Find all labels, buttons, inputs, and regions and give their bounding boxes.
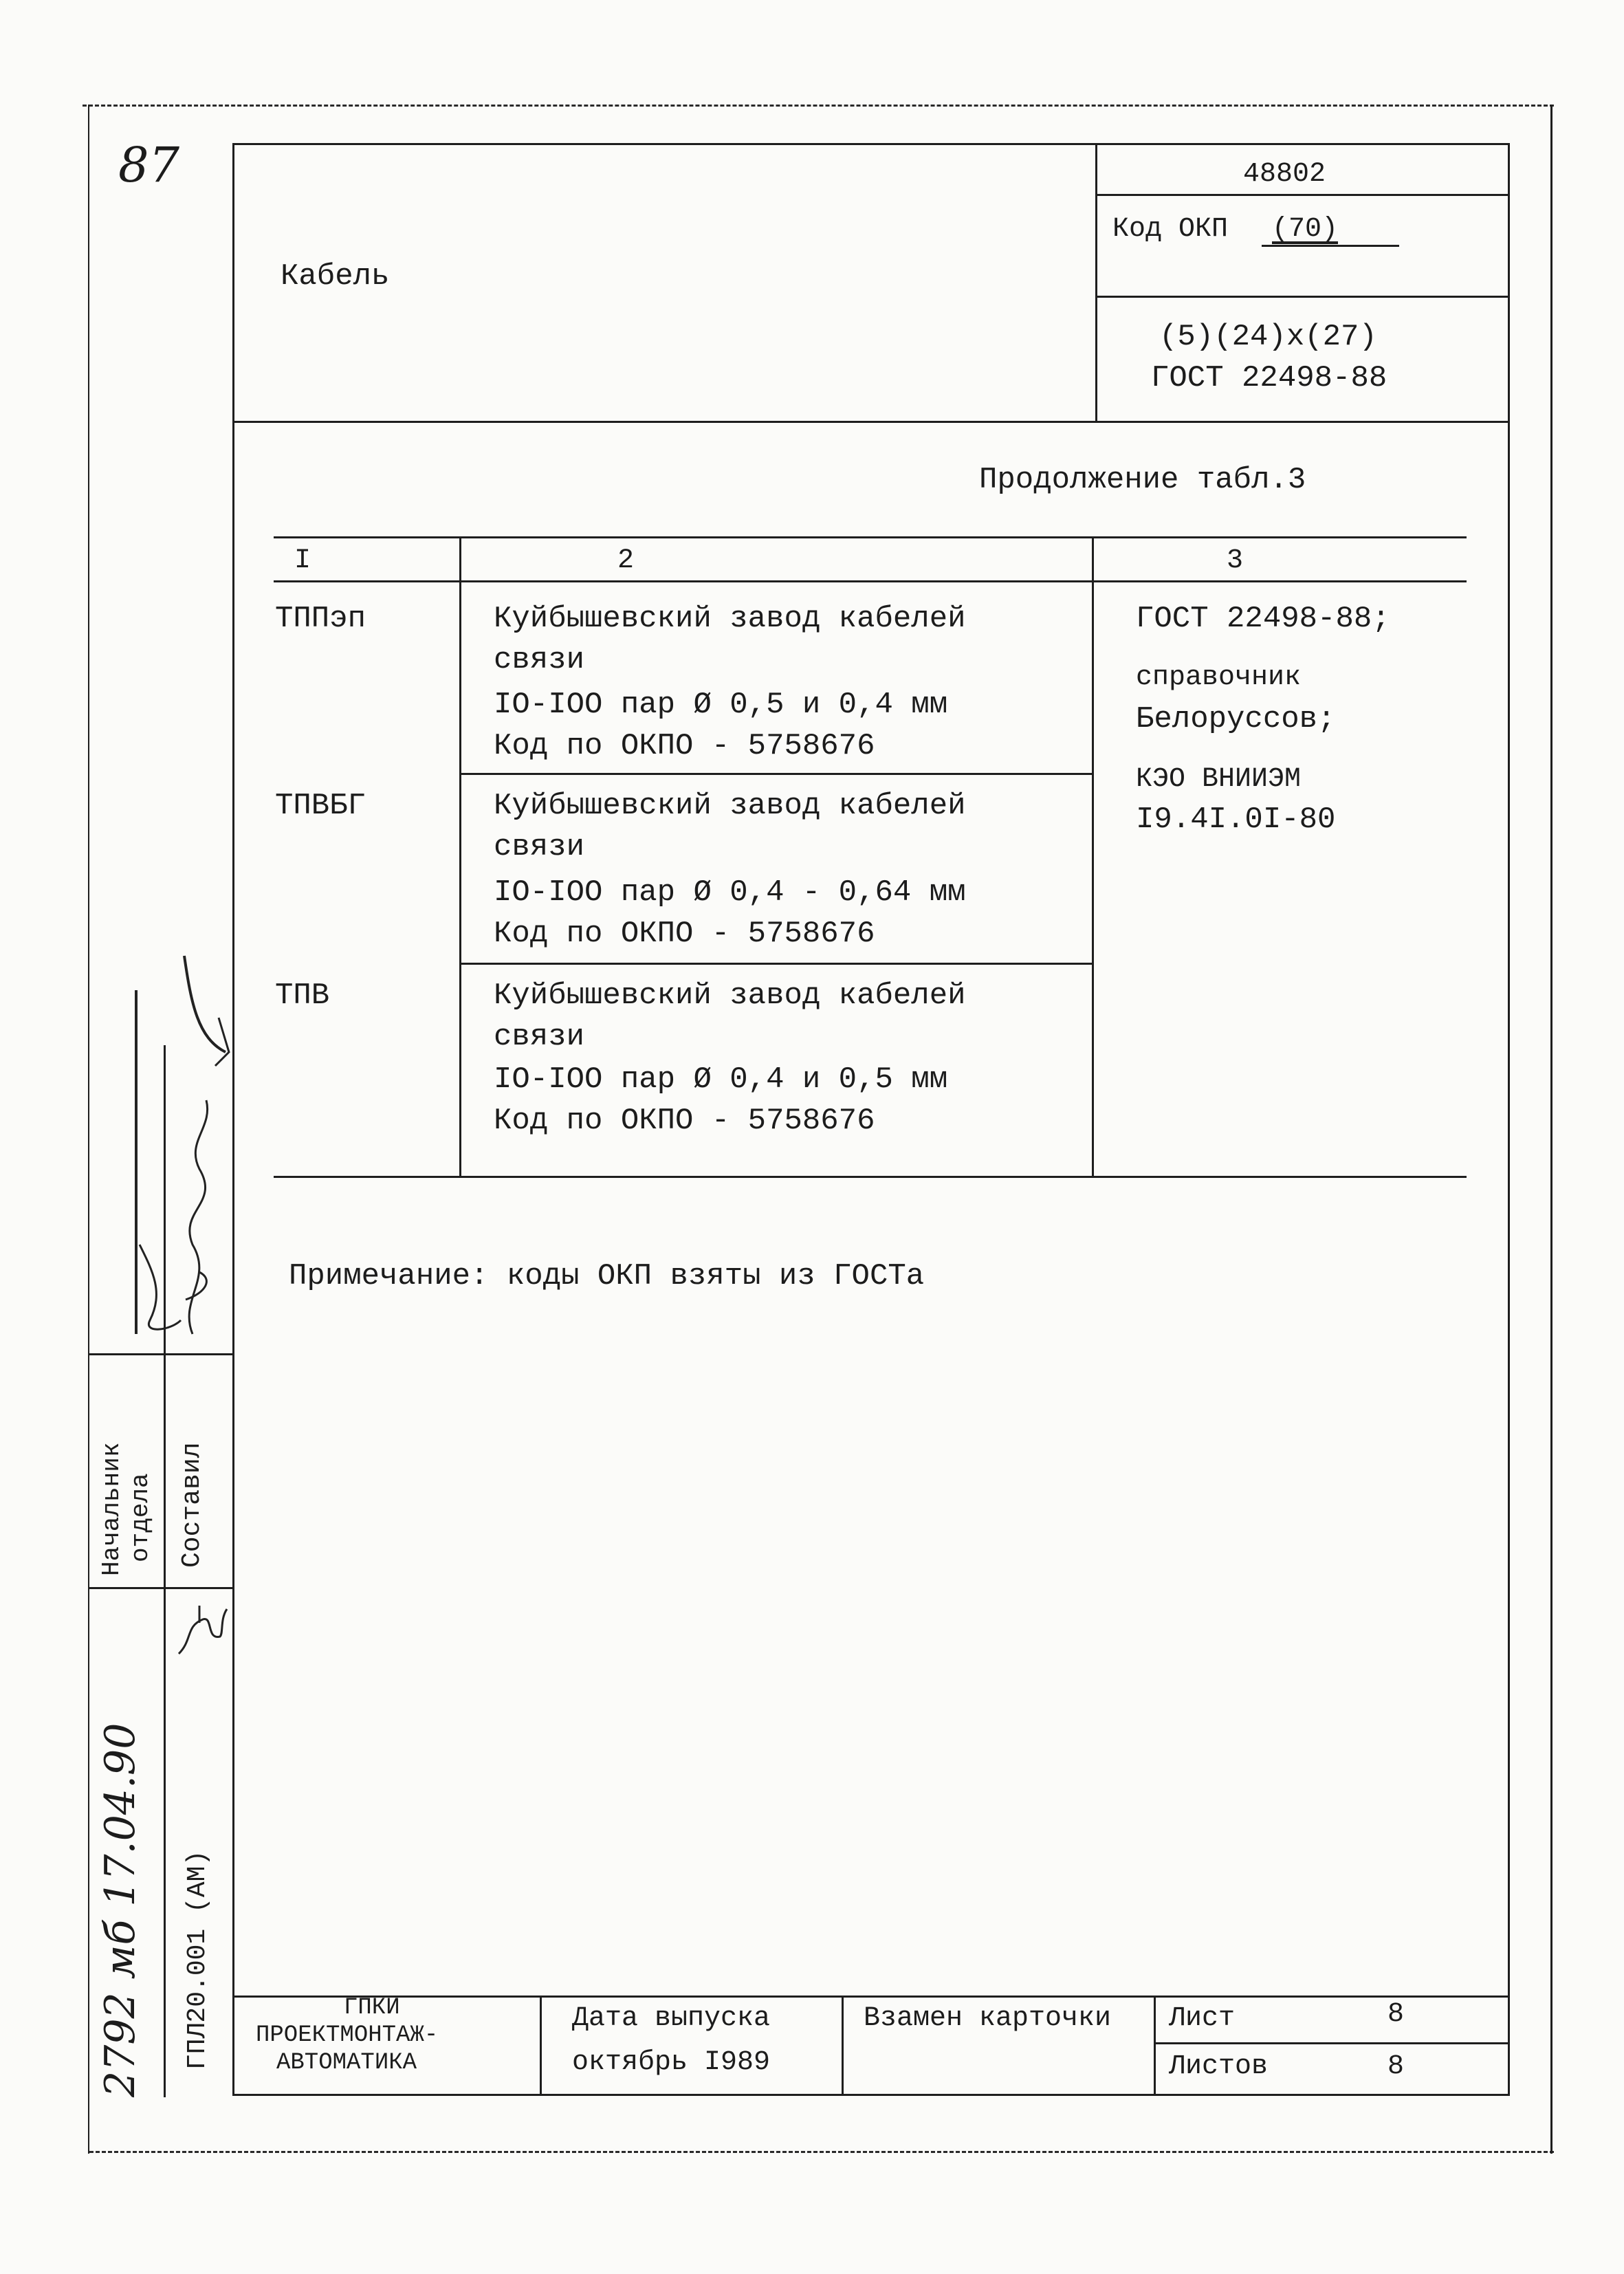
table-caption: Продолжение табл.3 — [979, 463, 1306, 497]
maker-line: Код по ОКПО - 5758676 — [494, 729, 875, 763]
head-label: Начальник — [98, 1442, 126, 1576]
okp-code-underline — [1262, 245, 1399, 247]
okp-code-line — [1095, 296, 1510, 298]
maker-line: связи — [494, 1020, 585, 1054]
page-right-edge — [1550, 105, 1552, 2154]
page-top-edge — [83, 105, 1554, 107]
cable-mark: ТПВ — [275, 979, 330, 1013]
okp-code: (70) — [1272, 214, 1339, 245]
source-line: ГОСТ 22498-88; — [1136, 602, 1390, 636]
source-line: КЭО ВНИИЭМ — [1136, 764, 1302, 795]
sheet-label: Лист — [1169, 2003, 1236, 2034]
head-label: отдела — [127, 1473, 155, 1562]
col-header-2: 2 — [617, 545, 635, 576]
signature-check — [165, 1599, 232, 1668]
footer-top-line — [232, 1996, 1510, 1998]
footer-divider-2 — [842, 1996, 844, 2096]
col-header-3: 3 — [1227, 545, 1244, 576]
okp-label: Код ОКП — [1112, 214, 1229, 245]
footer-divider-3 — [1154, 1996, 1156, 2096]
okp-number: 48802 — [1243, 159, 1326, 190]
footer-sheet-line — [1154, 2042, 1510, 2044]
source-line: Белоруссов; — [1136, 702, 1336, 736]
header-bottom-line — [232, 421, 1510, 423]
row-divider-1 — [459, 773, 1092, 775]
form-code: ГПЛ20.001 (АМ) — [183, 1850, 212, 2070]
col-header-1: I — [294, 545, 311, 576]
signature-compiler — [165, 1073, 232, 1348]
org-line: ПРОЕКТМОНТАЖ- — [256, 2022, 439, 2048]
handwritten-number: 2792 мб 17.04.90 — [96, 1723, 144, 2097]
table-top-line — [274, 536, 1467, 538]
table-bottom-line — [274, 1176, 1467, 1178]
page-bottom-edge — [89, 2151, 1554, 2153]
maker-line: связи — [494, 830, 585, 864]
maker-line: Куйбышевский завод кабелей — [494, 602, 966, 636]
product-name: Кабель — [281, 259, 390, 294]
cable-mark: ТППэп — [275, 602, 366, 636]
maker-line: связи — [494, 643, 585, 677]
maker-line: Куйбышевский завод кабелей — [494, 979, 966, 1013]
org-line: АВТОМАТИКА — [276, 2050, 417, 2076]
footer-divider-1 — [540, 1996, 542, 2096]
stamp-line-2 — [88, 1587, 232, 1589]
maker-line: Код по ОКПО - 5758676 — [494, 1104, 875, 1138]
sheet-value: 8 — [1387, 1999, 1405, 2030]
page-number: 87 — [118, 137, 180, 193]
maker-line: IO-IOO пар Ø 0,4 и 0,5 мм — [494, 1062, 948, 1097]
source-line: I9.4I.0I-80 — [1136, 802, 1336, 837]
org-line: ГПКИ — [344, 1995, 400, 2021]
release-date: октябрь I989 — [572, 2047, 771, 2078]
maker-line: Код по ОКПО - 5758676 — [494, 917, 875, 951]
designation: (5)(24)x(27) — [1159, 320, 1377, 354]
release-label: Дата выпуска — [572, 2003, 771, 2034]
source-line: справочник — [1136, 662, 1302, 693]
row-divider-2 — [459, 963, 1092, 965]
maker-line: Куйбышевский завод кабелей — [494, 789, 966, 823]
compiled-label: Составил — [177, 1442, 207, 1568]
table-col-divider-1 — [459, 536, 461, 1176]
header-divider — [1095, 143, 1097, 421]
maker-line: IO-IOO пар Ø 0,5 и 0,4 мм — [494, 688, 948, 722]
replaces-label: Взамен карточки — [864, 2003, 1112, 2034]
table-header-line — [274, 580, 1467, 582]
table-col-divider-2 — [1092, 536, 1094, 1176]
maker-line: IO-IOO пар Ø 0,4 - 0,64 мм — [494, 875, 966, 910]
note: Примечание: коды ОКП взяты из ГОСТа — [289, 1259, 925, 1293]
sheets-value: 8 — [1387, 2051, 1405, 2082]
standard: ГОСТ 22498-88 — [1151, 361, 1387, 395]
cable-mark: ТПВБГ — [275, 789, 366, 823]
sheets-label: Листов — [1169, 2051, 1269, 2082]
stamp-line-1 — [88, 1353, 232, 1355]
